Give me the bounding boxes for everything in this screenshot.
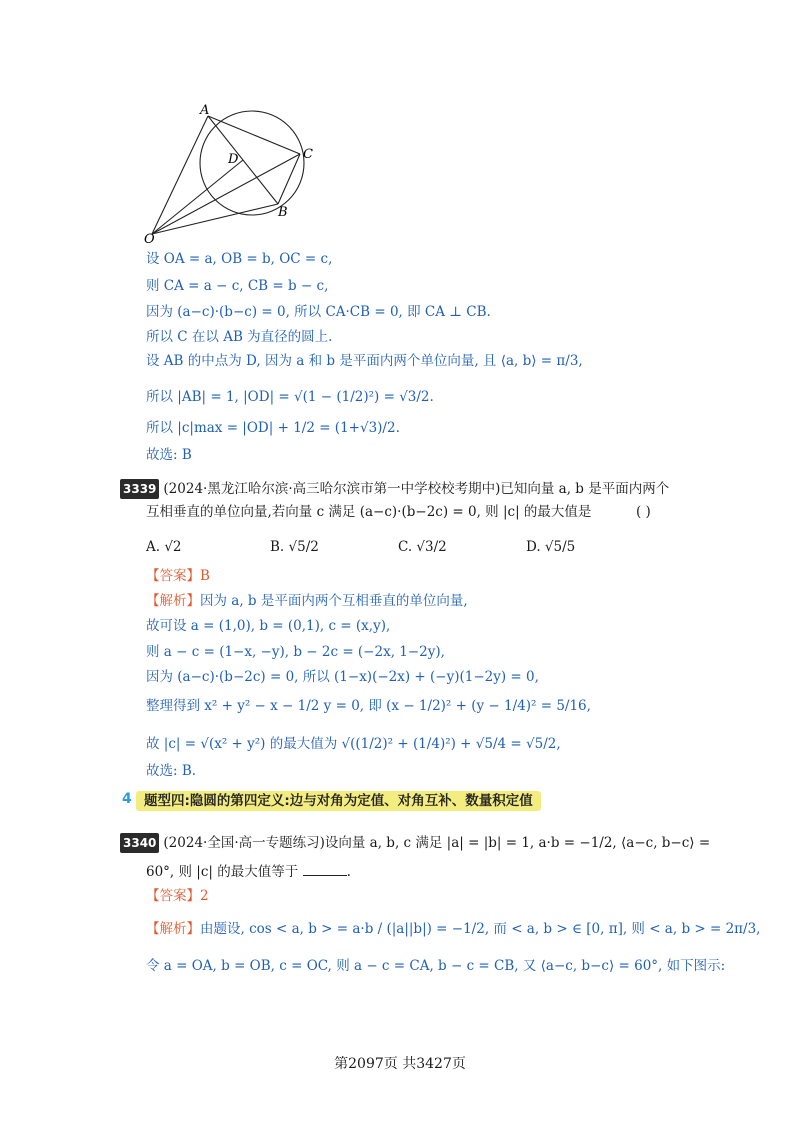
analysis-3340-line-1 xyxy=(146,920,760,938)
solution-line-1: 设 OA = a, OB = b, OC = c, xyxy=(146,251,333,267)
analysis-tag: 【解析】 xyxy=(146,593,200,609)
answer-line xyxy=(146,567,210,585)
problem-3340-line-1 xyxy=(120,833,710,853)
geometry-figure xyxy=(140,100,330,250)
answer-paren: ( ) xyxy=(636,504,651,520)
answer-line-3340 xyxy=(146,887,209,905)
problem-number-badge: 3340 xyxy=(120,833,159,853)
solution-line-4: 所以 C 在以 AB 为直径的圆上. xyxy=(146,329,333,345)
solution-line-8: 故选: B xyxy=(146,447,192,463)
segment-OA xyxy=(152,116,208,234)
problem-3340-text-2: 60°, 则 |c| 的最大值等于 xyxy=(146,864,299,880)
solution-line-3: 因为 (a−c)·(b−c) = 0, 所以 CA·CB = 0, 即 CA ⊥ CB. xyxy=(146,304,491,320)
analysis-line-4: 因为 (a−c)·(b−2c) = 0, 所以 (1−x)(−2x) + (−y)(1−2y) = 0, xyxy=(146,669,539,685)
page-footer: 第2097页 共3427页 xyxy=(334,1056,466,1072)
fill-in-blank xyxy=(303,863,347,876)
segment-OC xyxy=(152,154,300,234)
analysis-line-7: 故选: B. xyxy=(146,763,197,779)
problem-3340-line-2 xyxy=(146,863,351,881)
solution-line-5: 设 AB 的中点为 D, 因为 a 和 b 是平面内两个单位向量, 且 ⟨a, b⟩ = π/3, xyxy=(146,353,583,369)
analysis-line-3: 则 a − c = (1−x, −y), b − 2c = (−2x, 1−2y), xyxy=(146,644,445,660)
analysis-text-1: 因为 a, b 是平面内两个互相垂直的单位向量, xyxy=(200,593,468,609)
label-A: A xyxy=(200,103,210,118)
label-C: C xyxy=(303,147,313,162)
solution-line-7: 所以 |c|max = |OD| + 1/2 = (1+√3)/2. xyxy=(146,420,400,436)
problem-3339-text-2: 互相垂直的单位向量,若向量 c 满足 (a−c)·(b−2c) = 0, 则 |c| 的最大值是 xyxy=(146,504,592,520)
segment-AB xyxy=(208,116,278,204)
solution-line-2: 则 CA = a − c, CB = b − c, xyxy=(146,278,329,294)
answer-tag: 【答案】 xyxy=(146,568,200,584)
analysis-line-6: 故 |c| = √(x² + y²) 的最大值为 √((1/2)² + (1/4)²) + √5/4 = √5/2, xyxy=(146,736,561,752)
choice-D: D. √5/5 xyxy=(526,539,576,555)
problem-3340-text-1: (2024·全国·高一专题练习)设向量 a, b, c 满足 |a| = |b| = 1, a·b = −1/2, ⟨a−c, b−c⟩ = xyxy=(163,835,711,851)
problem-number-badge: 3339 xyxy=(120,479,159,499)
problem-3339-line-1 xyxy=(120,479,669,499)
choice-B: B. √5/2 xyxy=(270,539,319,555)
answer-value: 2 xyxy=(200,888,209,904)
choice-A: A. √2 xyxy=(146,539,182,555)
analysis-line-1 xyxy=(146,592,468,610)
label-B: B xyxy=(278,205,288,220)
analysis-text-1: 由题设, cos < a, b > = a·b / (|a||b|) = −1/2, 而 < a, b > ∈ [0, π], 则 < a, b > = 2π/3, xyxy=(200,921,761,937)
analysis-3340-line-2: 令 a = OA, b = OB, c = OC, 则 a − c = CA, b − c = CB, 又 ⟨a−c, b−c⟩ = 60°, 如下图示: xyxy=(146,958,726,974)
segment-CB xyxy=(278,154,300,204)
choice-C: C. √3/2 xyxy=(398,539,447,555)
label-O: O xyxy=(144,232,155,247)
analysis-tag: 【解析】 xyxy=(146,921,200,937)
section-header xyxy=(122,789,558,813)
section-title: 题型四:隐圆的第四定义:边与对角为定值、对角互补、数量积定值 xyxy=(136,791,541,811)
problem-3340-end: . xyxy=(346,864,351,880)
problem-3339-text-1: (2024·黑龙江哈尔滨·高三哈尔滨市第一中学校校考期中)已知向量 a, b 是平面内两个 xyxy=(163,481,670,497)
segment-AC xyxy=(208,116,300,154)
section-number: 4 xyxy=(122,791,132,807)
label-D: D xyxy=(228,152,239,167)
solution-line-6: 所以 |AB| = 1, |OD| = √(1 − (1/2)²) = √3/2. xyxy=(146,389,434,405)
analysis-line-2: 故可设 a = (1,0), b = (0,1), c = (x,y), xyxy=(146,618,391,634)
analysis-line-5: 整理得到 x² + y² − x − 1/2 y = 0, 即 (x − 1/2)² + (y − 1/4)² = 5/16, xyxy=(146,698,591,714)
answer-tag: 【答案】 xyxy=(146,888,200,904)
answer-value: B xyxy=(200,568,210,584)
